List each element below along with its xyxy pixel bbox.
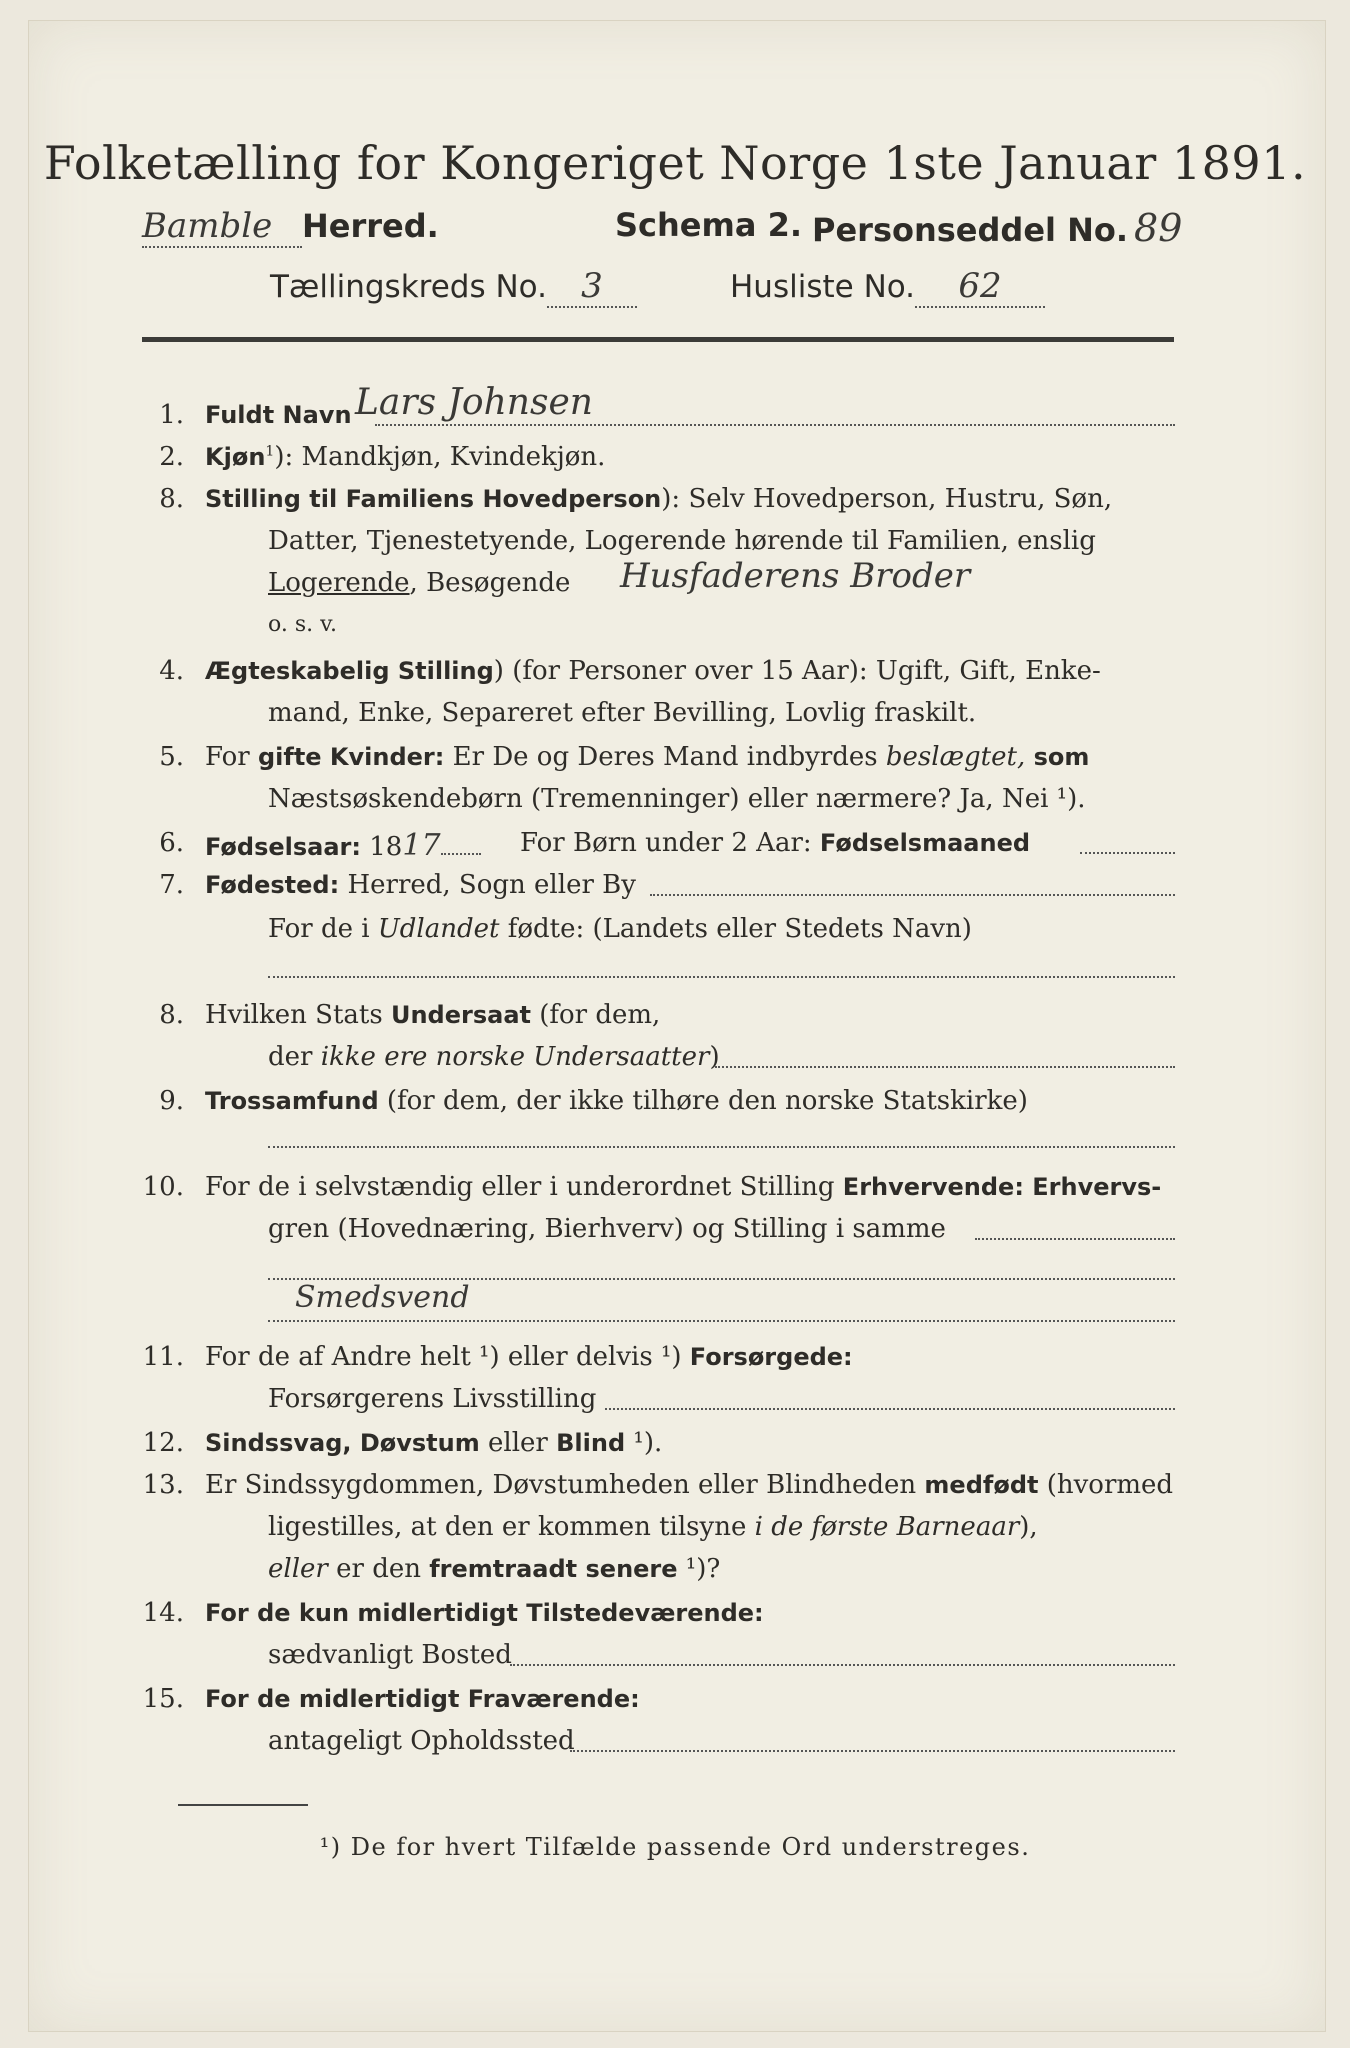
fill-line-birthplace bbox=[650, 894, 1175, 896]
item-number: 4. bbox=[159, 656, 184, 686]
header-line-herred bbox=[142, 206, 439, 248]
item-text-italic: i de første Barneaar bbox=[754, 1512, 1020, 1542]
year-prefix: 18 bbox=[361, 832, 403, 862]
item-number: 1. bbox=[159, 400, 184, 430]
item-text: eller bbox=[479, 1428, 557, 1458]
schema-label: Schema 2. bbox=[615, 206, 802, 244]
item-text: ) (for Personer over 15 Aar): Ugift, Gift, Enke- bbox=[493, 656, 1101, 686]
item-number: 15. bbox=[142, 1684, 184, 1714]
item-text-italic: Udlandet bbox=[377, 914, 500, 944]
item-text: ): Mandkjøn, Kvindekjøn. bbox=[274, 442, 606, 472]
item-number: 7. bbox=[159, 870, 184, 900]
item-number: 6. bbox=[159, 828, 184, 858]
personseddel-label: Personseddel No. bbox=[812, 211, 1129, 249]
item-label: For de kun midlertidigt Tilstedeværende: bbox=[205, 1599, 764, 1627]
item-label: medfødt bbox=[924, 1471, 1039, 1499]
header-line-kreds bbox=[270, 266, 637, 308]
item-text-line2: Forsørgerens Livsstilling bbox=[268, 1384, 597, 1414]
item-label: gifte Kvinder: bbox=[257, 743, 445, 771]
item-text: er den bbox=[327, 1554, 430, 1584]
item-text-underlined: Logerende bbox=[268, 568, 410, 598]
kreds-value: 3 bbox=[547, 266, 637, 308]
item-text: For Børn under 2 Aar: bbox=[520, 828, 820, 858]
item-text: (for dem, bbox=[530, 1000, 661, 1030]
name-value: Lars Johnsen bbox=[355, 382, 593, 423]
form-title: Folketælling for Kongeriget Norge 1ste Januar 1891. bbox=[43, 136, 1307, 190]
item-text: For bbox=[205, 742, 258, 772]
fill-line-trossamfund bbox=[268, 1146, 1175, 1148]
item-text-line2: Datter, Tjenestetyende, Logerende hørende til Familien, enslig bbox=[268, 526, 1096, 556]
header-line-husliste bbox=[730, 266, 1045, 308]
footnote: ¹) De for hvert Tilfælde passende Ord understreges. bbox=[319, 1833, 1031, 1861]
item-label: Stilling til Familiens Hovedperson bbox=[205, 485, 662, 513]
header-divider bbox=[142, 337, 1174, 342]
item-text-line2: sædvanligt Bosted bbox=[268, 1640, 512, 1670]
item-number: 14. bbox=[142, 1598, 184, 1628]
fill-line-bosted bbox=[510, 1664, 1175, 1666]
husliste-label: Husliste No. bbox=[730, 269, 916, 305]
item-label: For de midlertidigt Fraværende: bbox=[205, 1685, 640, 1713]
fill-line-birthmonth bbox=[1080, 852, 1175, 854]
item-number: 8. bbox=[159, 484, 184, 514]
item-label: Ægteskabelig Stilling bbox=[205, 657, 494, 685]
item-text: Herred, Sogn eller By bbox=[339, 870, 636, 900]
item-text-italic: eller bbox=[268, 1554, 328, 1584]
item-number: 12. bbox=[142, 1428, 184, 1458]
item-text: ligestilles, at den er kommen tilsyne bbox=[268, 1512, 755, 1542]
item-text: der bbox=[268, 1042, 321, 1072]
fill-line-undersaat bbox=[715, 1066, 1175, 1068]
item-text-line2: mand, Enke, Separeret efter Bevilling, Lovlig fraskilt. bbox=[268, 698, 977, 728]
erhverv-value: Smedsvend bbox=[295, 1280, 470, 1315]
herred-value: Bamble bbox=[142, 206, 302, 248]
fill-line-opholdssted bbox=[570, 1750, 1175, 1752]
herred-label: Herred. bbox=[302, 207, 439, 245]
item-text-italic: beslægtet, bbox=[885, 742, 1026, 772]
item-text-italic: ikke ere norske Undersaatter bbox=[320, 1042, 710, 1072]
item-number: 11. bbox=[142, 1342, 184, 1372]
header-line-personseddel bbox=[812, 206, 1182, 250]
item-text: , Besøgende bbox=[409, 568, 571, 598]
item-number: 8. bbox=[159, 1000, 184, 1030]
stilling-value: Husfaderens Broder bbox=[620, 556, 971, 596]
fill-line-forsorger bbox=[605, 1408, 1175, 1410]
item-text: fødte: (Landets eller Stedets Navn) bbox=[499, 914, 972, 944]
item-label: Forsørgede: bbox=[689, 1343, 853, 1371]
item-text: Er De og Deres Mand indbyrdes bbox=[444, 742, 886, 772]
item-number: 2. bbox=[159, 442, 184, 472]
item-number: 9. bbox=[159, 1086, 184, 1116]
personseddel-value: 89 bbox=[1134, 206, 1183, 250]
item-label: Fuldt Navn bbox=[205, 401, 352, 429]
item-text: ) bbox=[709, 1042, 720, 1072]
item-label: Blind bbox=[556, 1429, 626, 1457]
item-text-line2: antageligt Opholdssted bbox=[268, 1726, 575, 1756]
item-text: (for dem, der ikke tilhøre den norske Statskirke) bbox=[378, 1086, 1028, 1116]
item-text: Er Sindssygdommen, Døvstumheden eller Blindheden bbox=[205, 1470, 925, 1500]
fill-line-name bbox=[375, 424, 1175, 426]
item-label: Fødested: bbox=[205, 871, 340, 899]
item-text-line2: gren (Hovednæring, Bierhverv) og Stilling i samme bbox=[268, 1214, 946, 1244]
item-label: Undersaat bbox=[390, 1001, 531, 1029]
year-value: 17 bbox=[402, 828, 441, 863]
item-text: som bbox=[1025, 743, 1090, 771]
item-label: Sindssvag, Døvstum bbox=[205, 1429, 480, 1457]
fill-line-erhverv-3 bbox=[268, 1320, 1175, 1322]
footnote-divider bbox=[178, 1804, 308, 1806]
item-number: 10. bbox=[142, 1172, 184, 1202]
item-number: 13. bbox=[142, 1470, 184, 1500]
item-text: Hvilken Stats bbox=[205, 1000, 391, 1030]
item-label: Kjøn bbox=[205, 443, 266, 471]
item-text: (hvormed bbox=[1038, 1470, 1174, 1500]
item-label: Erhvervende: Erhvervs- bbox=[842, 1173, 1162, 1201]
item-text: o. s. v. bbox=[268, 612, 337, 637]
item-label: Fødselsaar: bbox=[205, 833, 361, 861]
item-text: For de i bbox=[268, 914, 378, 944]
item-text: ), bbox=[1019, 1512, 1038, 1542]
item-number: 5. bbox=[159, 742, 184, 772]
item-text-line2: Næstsøskendebørn (Tremenninger) eller nærmere? Ja, Nei ¹). bbox=[268, 784, 1086, 814]
item-text: ): Selv Hovedperson, Hustru, Søn, bbox=[661, 484, 1113, 514]
item-label: fremtraadt senere bbox=[429, 1555, 678, 1583]
item-text: ¹). bbox=[625, 1428, 663, 1458]
item-label: Trossamfund bbox=[205, 1087, 379, 1115]
husliste-value: 62 bbox=[915, 266, 1045, 308]
fill-line-abroad bbox=[268, 976, 1175, 978]
kreds-label: Tællingskreds No. bbox=[270, 269, 547, 305]
item-text: ¹)? bbox=[677, 1554, 721, 1584]
item-text: For de i selvstændig eller i underordnet Stilling bbox=[205, 1172, 843, 1202]
fill-line-erhverv-1 bbox=[975, 1238, 1175, 1240]
item-text: For de af Andre helt ¹) eller delvis ¹) bbox=[205, 1342, 690, 1372]
item-label: Fødselsmaaned bbox=[819, 829, 1031, 857]
